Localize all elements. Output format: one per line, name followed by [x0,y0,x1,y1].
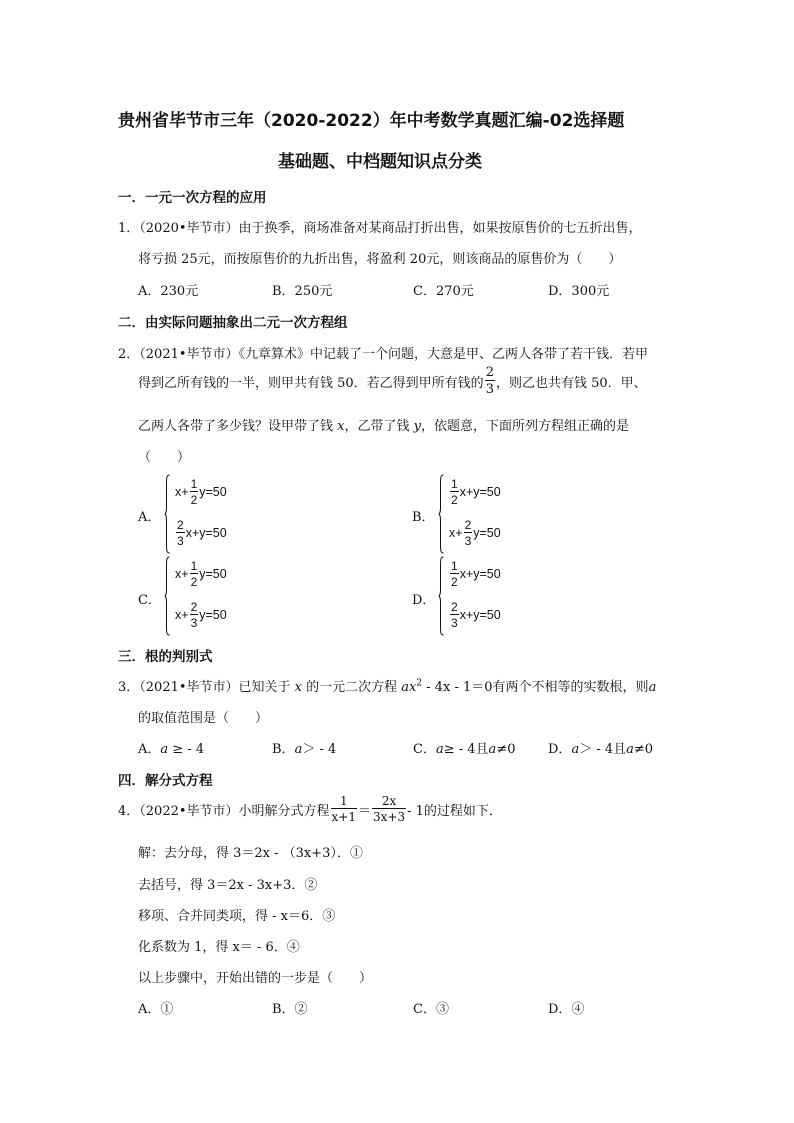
option-text: ≠0 [496,742,516,757]
q2-fraction-two-thirds [485,366,495,396]
option-text: ≥ - 4且 [443,742,489,757]
section-heading-2: 二．由实际问题抽象出二元一次方程组 [118,315,348,331]
q4-step-3: 移项、合并同类项，得 - x＝6．③ [138,909,336,924]
q3-text-c: - 4x - 1＝0有两个不相等的实数根，则 [422,680,649,695]
fraction-numerator: 2 [177,518,184,532]
var-a: a [571,742,580,757]
q3-line2: 的取值范围是（ ） [138,711,269,726]
equation-1 [449,478,501,506]
fraction-numerator: 1 [190,477,198,491]
fraction-one-half [190,560,199,588]
option-text: ＞ - 4且 [579,742,627,757]
fraction-2x-over-3x-plus-3 [372,795,406,823]
fraction-one-half [450,560,459,588]
eq-term: x+ [449,526,463,540]
eq-term: x+ [175,608,189,622]
left-brace-icon [164,556,170,636]
q3-text-a: 3．（2021•毕节市）已知关于 [118,680,295,695]
fraction-1-over-x-plus-1 [331,795,357,823]
q2-option-b-label[interactable]: B． [412,510,435,525]
page-title-line1: 贵州省毕节市三年（2020-2022）年中考数学真题汇编-02选择题 [118,111,625,131]
option-text: ≠0 [633,742,654,757]
fraction-numerator: 1 [451,477,458,491]
eq-term: y=50 [199,608,227,622]
option-label: B． [272,742,295,757]
q3-option-a[interactable] [138,738,204,757]
section-heading-4: 四．解分式方程 [118,773,213,789]
left-brace-icon [164,474,170,554]
fraction-numerator: 1 [190,559,198,573]
q1-option-c[interactable]: C．270元 [413,284,474,299]
q1-line1: 1．（2020•毕节市）由于换季，商场准备对某商品打折出售，如果按原售价的七五折出售， [118,221,642,236]
var-a: a [435,742,444,757]
eq-term: x+ [175,485,189,499]
q3-option-b[interactable] [272,738,336,757]
left-brace-icon [438,556,444,636]
fraction-numerator: 1 [451,559,458,573]
fraction-numerator: 2 [190,600,198,614]
eq-term: y=50 [473,526,501,540]
option-text: ≥ - 4 [168,742,205,757]
fraction-numerator: 1 [331,795,357,809]
q4-step-4: 化系数为 1，得 x＝ - 6．④ [138,940,300,955]
q4-step-1: 解：去分母，得 3＝2x - （3x+3）．① [138,846,363,861]
q2-option-d-label[interactable]: D． [412,593,436,608]
q4-text-a: 4．（2022•毕节市）小明解分式方程 [118,803,330,819]
page-title-line2: 基础题、中档题知识点分类 [278,152,482,172]
fraction-one-half [450,478,459,506]
q2-option-d-system[interactable] [438,556,558,636]
q2-option-b-system[interactable] [438,474,558,554]
var-x: x [337,419,345,434]
section-heading-1: 一．一元一次方程的应用 [118,190,267,206]
q3-option-c[interactable] [413,738,515,757]
fraction-denominator: 2 [451,493,458,507]
q2-line3-text-b: ，乙带了钱 [344,419,414,434]
option-label: C． [413,742,436,757]
var-a: a [294,742,303,757]
q1-option-a[interactable]: A．230元 [138,284,199,299]
q2-option-a-system[interactable] [164,474,284,554]
q4-option-b[interactable]: B．② [272,1002,308,1017]
term-ax: ax [401,680,417,695]
q4-question: 以上步骤中，开始出错的一步是（ ） [138,971,373,986]
fraction-denominator: 2 [190,493,198,507]
q3-text-b: 的一元二次方程 [302,680,402,695]
q2-line3 [138,415,629,434]
q2-line2-text-a: 得到乙所有钱的一半，则甲共有钱 50．若乙得到甲所有钱的 [138,375,484,391]
fraction-denominator: 3x+3 [373,810,406,824]
equation-1 [175,560,227,588]
fraction-two-thirds [176,519,185,547]
fraction-numerator: 2 [485,365,494,380]
eq-term: x+y=50 [459,608,501,622]
fraction-numerator: 2 [451,600,458,614]
q1-option-d[interactable]: D．300元 [548,284,610,299]
exponent: 2 [416,678,423,689]
section-heading-3: 三．根的判别式 [118,649,213,665]
left-brace-icon [438,474,444,554]
q4-option-d[interactable]: D．④ [548,1002,585,1017]
fraction-numerator: 2 [464,518,472,532]
q3-line1 [118,676,656,695]
option-text: ＞ - 4 [302,742,337,757]
q2-line3-text-c: ，依题意，下面所列方程组正确的是 [420,419,629,434]
q2-option-c-system[interactable] [164,556,284,636]
equation-2 [175,601,227,629]
fraction-denominator: 3 [451,616,458,630]
fraction-two-thirds [190,601,199,629]
var-a: a [160,742,169,757]
fraction-one-half [190,478,199,506]
q1-option-b[interactable]: B．250元 [272,284,333,299]
equation-2 [449,601,501,629]
q2-line2-text-b: ，则乙也共有钱 50．甲、 [495,375,647,391]
var-y: y [413,419,421,434]
q4-option-c[interactable]: C．③ [413,1002,449,1017]
var-a: a [648,680,657,695]
fraction-denominator: x+1 [331,810,356,824]
fraction-denominator: 2 [451,575,458,589]
eq-term: x+y=50 [185,526,227,540]
q2-option-a-label[interactable]: A． [138,510,161,525]
equation-1 [175,478,227,506]
q2-line4: （ ） [138,450,191,465]
q2-line1: 2．（2021•毕节市）《九章算术》中记载了一个问题，大意是甲、乙两人各带了若干钱．若甲 [118,347,649,362]
q2-line3-text-a: 乙两人各带了多少钱？设甲带了钱 [138,419,338,434]
q3-option-d[interactable] [548,738,653,757]
equation-2 [449,519,501,547]
equation-2 [175,519,227,547]
q2-option-c-label[interactable]: C． [138,593,161,608]
q4-step-2: 去括号，得 3＝2x - 3x+3．② [138,878,318,893]
q4-option-a[interactable]: A．① [138,1002,174,1017]
var-a: a [626,742,634,757]
fraction-two-thirds [450,601,459,629]
fraction-denominator: 3 [190,616,198,630]
q4-text-b: - 1的过程如下． [407,803,502,819]
var-x: x [294,680,302,695]
q2-line2 [138,366,647,396]
fraction-denominator: 3 [464,534,472,548]
q1-line2: 将亏损 25元，而按原售价的九折出售，将盈利 20元，则该商品的原售价为（ ） [138,252,622,267]
fraction-two-thirds [464,519,473,547]
eq-term: y=50 [199,485,227,499]
q4-line1 [118,795,502,823]
fraction-numerator: 2x [372,795,406,809]
fraction-denominator: 3 [485,382,494,397]
var-a: a [488,742,497,757]
option-label: D． [548,742,572,757]
option-label: A． [138,742,161,757]
eq-term: x+ [175,567,189,581]
equals-sign: ＝ [358,803,372,819]
eq-term: x+y=50 [459,485,501,499]
equation-1 [449,560,501,588]
eq-term: y=50 [199,567,227,581]
fraction-denominator: 3 [177,534,184,548]
eq-term: x+y=50 [459,567,501,581]
fraction-denominator: 2 [190,575,198,589]
